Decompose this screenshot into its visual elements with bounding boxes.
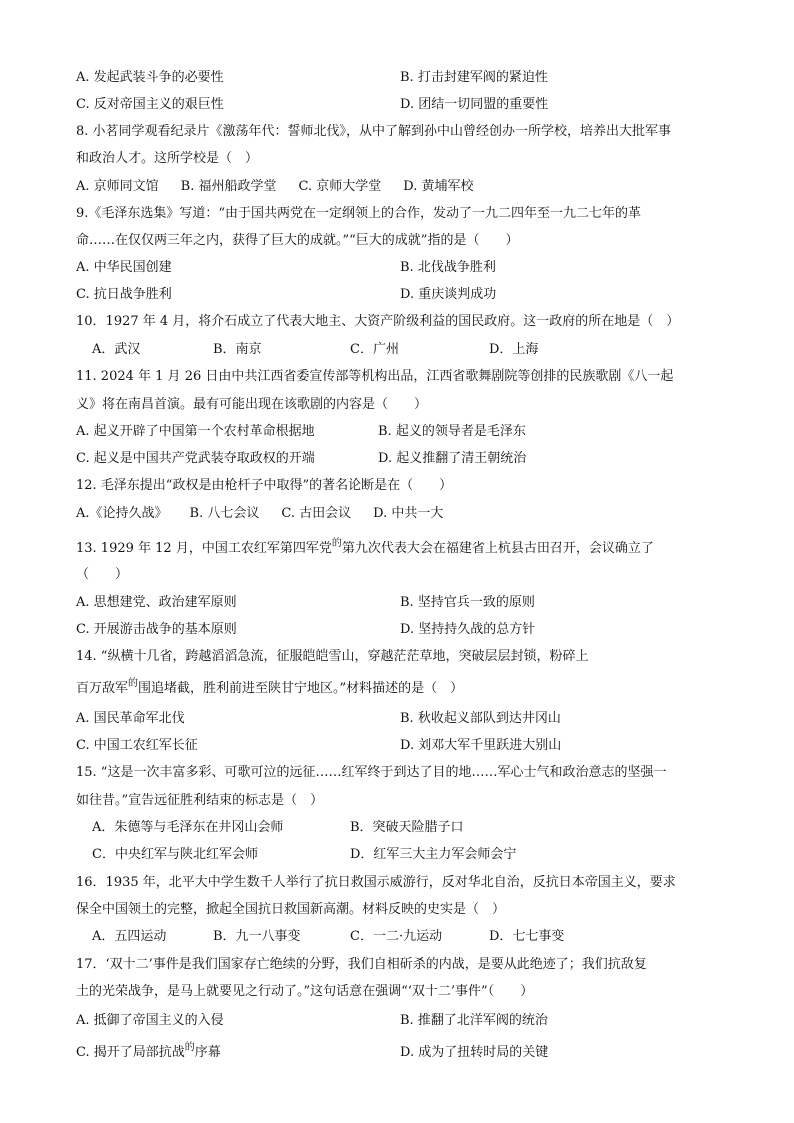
- q9-option-c: C. 抗日战争胜利: [76, 287, 172, 302]
- q7-option-c: C. 反对帝国主义的艰巨性: [76, 97, 224, 112]
- q12-stem-line1: 12. 毛泽东提出“政权是由枪杆子中取得”的著名论断是在（ ）: [76, 478, 453, 493]
- q13-option-c: C. 开展游击战争的基本原则: [76, 622, 237, 637]
- q9-option-b: B. 北伐战争胜利: [400, 260, 496, 275]
- q16-option-a: A．五四运动: [92, 929, 167, 944]
- q12-option-b: B. 八七会议: [189, 506, 260, 521]
- q13-stem-part-b: 第九次代表大会在福建省上杭县古田召开，会议确立了: [341, 541, 654, 556]
- q13-stem-line1: [76, 540, 654, 559]
- q10-stem-line1: 10．1927 年 4 月，将介石成立了代表大地主、大资产阶级利益的国民政府。这一政府的所在地是（ ）: [76, 314, 680, 329]
- q12-option-c: C. 古田会议: [281, 506, 352, 521]
- q11-option-b: B. 起义的领导者是毛泽东: [378, 424, 526, 439]
- q16-stem-line2: 保全中国领土的完整，掀起全国抗日救国新高潮。材料反映的史实是（ ）: [76, 902, 506, 917]
- q9-option-d: D. 重庆谈判成功: [400, 287, 497, 302]
- q10-option-a: A．武汉: [92, 342, 141, 357]
- q14-stem-part-b: 围追堵截，胜利前进至陕甘宁地区。”材料描述的是（ ）: [138, 681, 464, 696]
- q13-option-a: A. 思想建党、政治建军原则: [76, 595, 237, 610]
- q7-option-d: D. 团结一切同盟的重要性: [400, 97, 549, 112]
- q17-option-d: D. 成为了扭转时局的关键: [400, 1045, 549, 1060]
- q17-option-b: B. 推翻了北洋军阀的统治: [400, 1013, 548, 1028]
- q14-stem-superscript: 的: [128, 678, 139, 689]
- q11-stem-line1: 11. 2024 年 1 月 26 日由中共江西省委宣传部等机构出品，江西省歌舞剧院等创排的民族歌剧《八一起: [76, 369, 674, 384]
- q16-option-c: C．一二·九运动: [350, 929, 443, 944]
- q14-option-a: A. 国民革命军北伐: [76, 711, 185, 726]
- q13-option-b: B. 坚持官兵一致的原则: [400, 595, 535, 610]
- q14-option-c: C. 中国工农红军长征: [76, 738, 198, 753]
- q10-option-b: B．南京: [213, 342, 262, 357]
- q12-options-row: [76, 505, 443, 523]
- q15-stem-line2: 如往昔。”宣告远征胜利结束的标志是（ ）: [76, 793, 324, 808]
- q8-stem-line1: 8. 小茗同学观看纪录片《激荡年代：誓师北伐》，从中了解到孙中山曾经创办一所学校，培养出大批军事: [76, 124, 672, 139]
- q15-option-c: C．中央红军与陕北红军会师: [92, 847, 258, 862]
- q15-option-d: D．红军三大主力军会师会宁: [350, 847, 517, 862]
- q8-option-b: B. 福州船政学堂: [180, 179, 277, 194]
- q17-option-c-part-a: C. 揭开了局部抗战: [76, 1045, 185, 1060]
- q14-stem-line2: [76, 680, 463, 699]
- q10-option-c: C．广州: [350, 342, 399, 357]
- q17-stem-line2: 土的光荣战争，是马上就要见之行动了。”这句话意在强调“‘双十二’事件”（ ）: [76, 984, 534, 999]
- q9-option-a: A. 中华民国创建: [76, 260, 172, 275]
- q16-stem-line1: 16．1935 年，北平大中学生数千人举行了抗日救国示威游行，反对华北自治，反抗日本帝国主义，要求: [76, 875, 676, 890]
- q16-option-b: B．九一八事变: [213, 929, 301, 944]
- q15-option-b: B．突破天险腊子口: [350, 820, 464, 835]
- q8-option-c: C. 京师大学堂: [298, 179, 382, 194]
- q14-stem-line1: 14. “纵横十几省，跨越滔滔急流，征服皑皑雪山，穿越茫茫草地，突破层层封锁，粉碎上: [76, 649, 589, 664]
- q14-stem-part-a: 百万敌军: [76, 681, 129, 696]
- q9-stem-line1: 9.《毛泽东选集》写道：“由于国共两党在一定纲领上的合作，发动了一九二四年至一九二七年的革: [76, 206, 642, 221]
- q13-stem-part-a: 13. 1929 年 12 月，中国工农红军第四军党: [76, 541, 332, 556]
- q16-option-d: D．七七事变: [489, 929, 565, 944]
- q15-option-a: A．朱德等与毛泽东在井冈山会师: [92, 820, 284, 835]
- q17-option-a: A. 抵御了帝国主义的入侵: [76, 1013, 224, 1028]
- q12-option-d: D. 中共一大: [373, 506, 444, 521]
- q11-option-d: D. 起义推翻了清王朝统治: [378, 451, 527, 466]
- q7-option-a: A. 发起武装斗争的必要性: [76, 70, 224, 85]
- q11-option-a: A. 起义开辟了中国第一个农村革命根据地: [76, 424, 315, 439]
- q10-option-d: D．上海: [489, 342, 539, 357]
- q14-option-b: B. 秋收起义部队到达井冈山: [400, 711, 561, 726]
- q8-options-row: [76, 178, 473, 196]
- q8-option-d: D. 黄埔军校: [403, 179, 474, 194]
- q11-option-c: C. 起义是中国共产党武装夺取政权的开端: [76, 451, 315, 466]
- q13-stem-superscript: 的: [331, 538, 342, 549]
- q11-stem-line2: 义》将在南昌首演。最有可能出现在该歌剧的内容是（ ）: [76, 397, 428, 412]
- q13-stem-line2: （ ）: [76, 567, 129, 582]
- q15-stem-line1: 15. “这是一次丰富多彩、可歌可泣的远征……红军终于到达了目的地……军心士气和政治意志的坚强一: [76, 765, 667, 780]
- q17-option-c-part-b: 序幕: [194, 1045, 221, 1060]
- q12-option-a: A.《论持久战》: [76, 506, 168, 521]
- q8-option-a: A. 京师同文馆: [76, 179, 159, 194]
- q14-option-d: D. 刘邓大军千里跃进大别山: [400, 738, 562, 753]
- q17-option-c-superscript: 的: [184, 1042, 195, 1053]
- q7-option-b: B. 打击封建军阀的紧迫性: [400, 70, 548, 85]
- q9-stem-line2: 命……在仅仅两三年之内，获得了巨大的成就。”“巨大的成就”指的是（ ）: [76, 233, 519, 248]
- q8-stem-line2: 和政治人才。这所学校是（ ）: [76, 151, 259, 166]
- q17-option-c: [76, 1044, 221, 1063]
- q17-stem-line1: 17．‘双十二’事件是我们国家存亡绝续的分野，我们自相斫杀的内战，是要从此绝迹了；我们抗敌复: [76, 957, 647, 972]
- q13-option-d: D. 坚持持久战的总方针: [400, 622, 536, 637]
